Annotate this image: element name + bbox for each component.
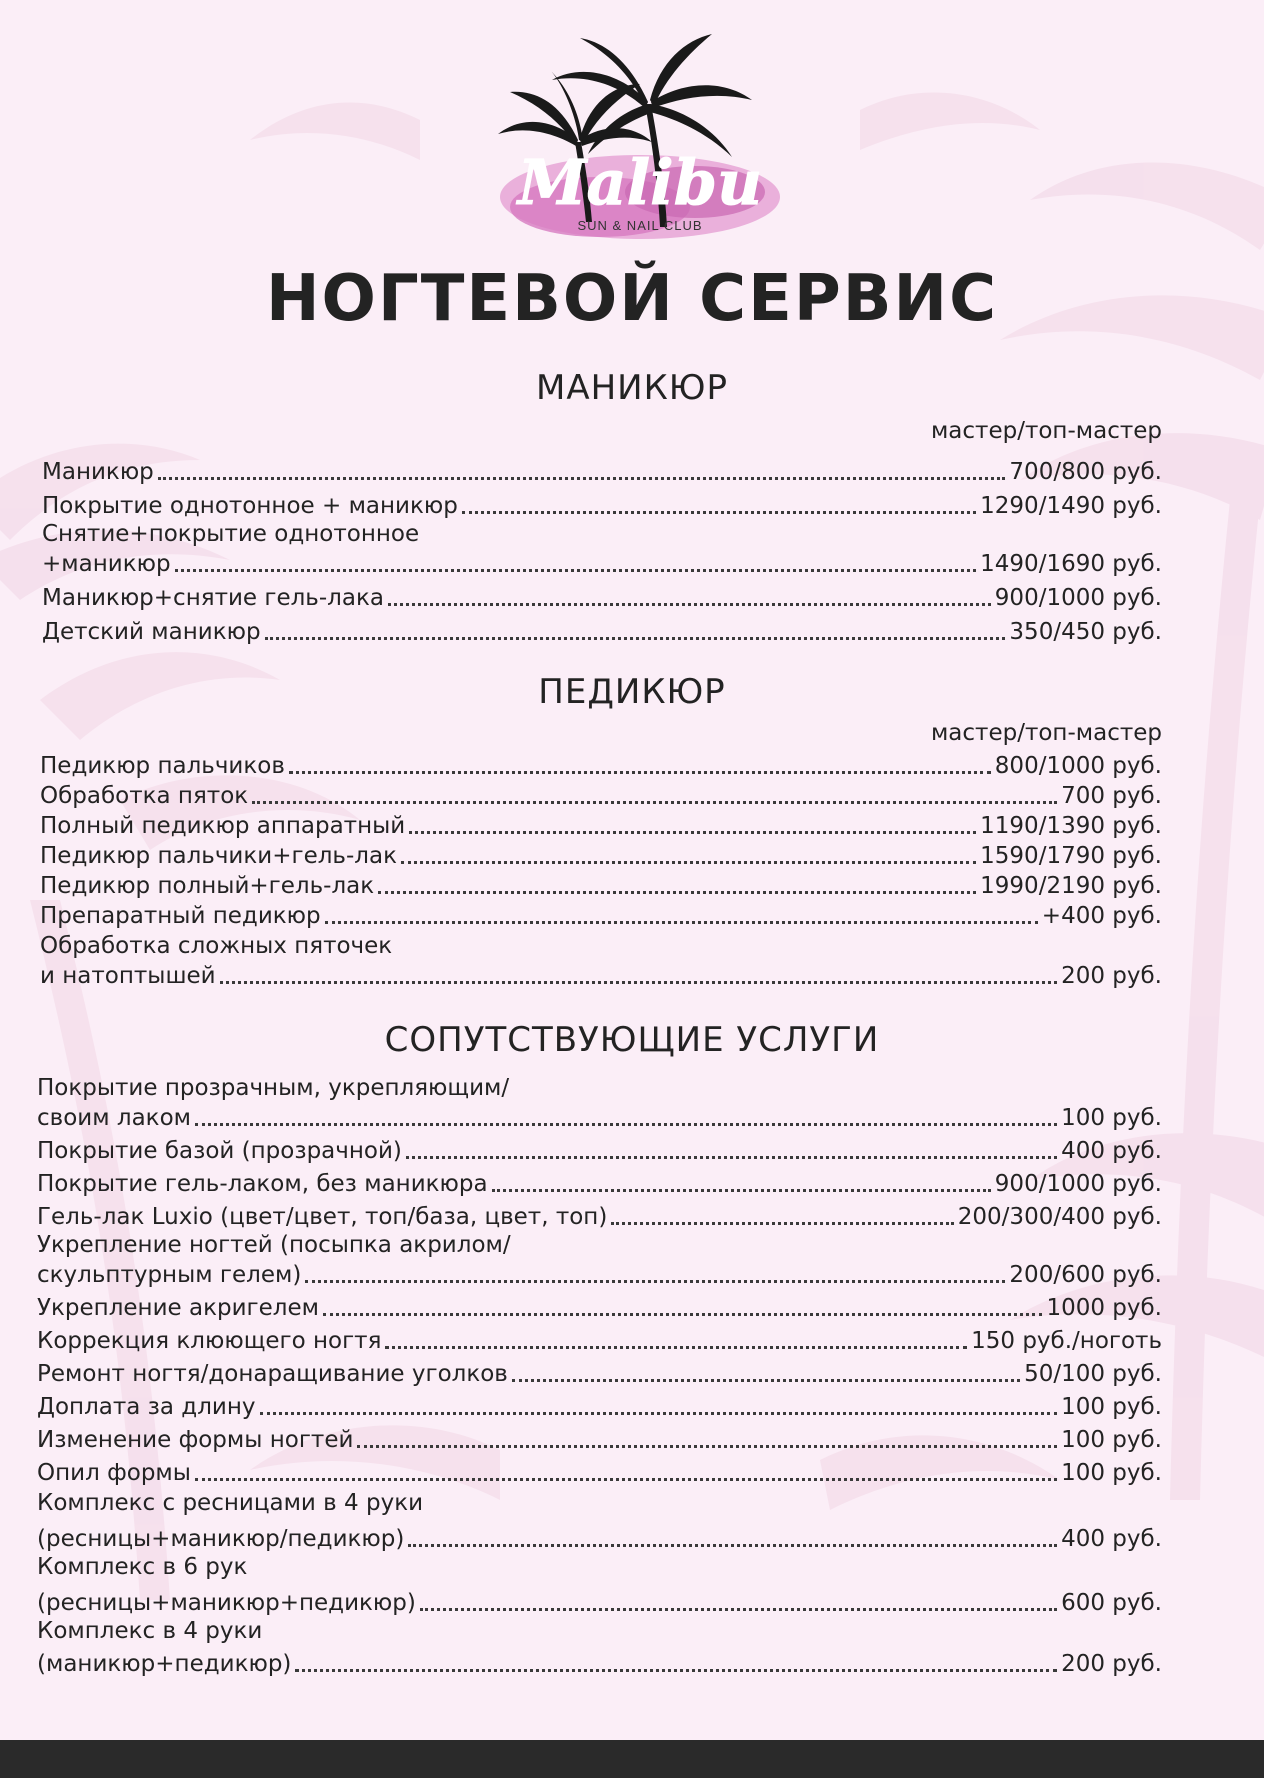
dot-leader <box>195 1123 1057 1126</box>
price-row <box>37 1581 1162 1617</box>
dot-leader <box>252 801 1057 804</box>
service-name: своим лаком <box>37 1105 191 1131</box>
price-row <box>40 870 1162 900</box>
price-row <box>37 1165 1162 1198</box>
service-name-line1: Комплекс в 6 рук <box>37 1554 248 1580</box>
service-name-line1: Комплекс с ресницами в 4 руки <box>37 1490 424 1516</box>
service-price: 900/1000 руб. <box>994 585 1162 611</box>
price-row <box>37 1132 1162 1165</box>
dot-leader <box>260 1412 1058 1415</box>
service-price: 700 руб. <box>1061 783 1162 809</box>
service-price: 50/100 руб. <box>1024 1361 1162 1387</box>
service-name-line1: Покрытие прозрачным, укрепляющим/ <box>37 1075 510 1101</box>
service-name: (маникюр+педикюр) <box>37 1651 292 1677</box>
section-title-pedicure: ПЕДИКЮР <box>538 672 726 712</box>
service-price: 200 руб. <box>1061 963 1162 989</box>
service-name: Маникюр+снятие гель-лака <box>42 585 384 611</box>
price-row <box>37 1322 1162 1355</box>
price-row <box>37 1259 1162 1289</box>
price-row <box>37 1454 1162 1487</box>
service-name: Укрепление акригелем <box>37 1295 319 1321</box>
service-name: (ресницы+маникюр/педикюр) <box>37 1526 405 1552</box>
service-price: 900/1000 руб. <box>994 1171 1162 1197</box>
footer-bar <box>0 1740 1264 1778</box>
dot-leader <box>388 603 991 606</box>
service-price: 350/450 руб. <box>1009 619 1162 645</box>
dot-leader <box>325 921 1038 924</box>
dot-leader <box>175 569 977 572</box>
service-price: 150 руб./ноготь <box>971 1328 1162 1354</box>
malibu-logo <box>480 22 800 252</box>
service-price: 1290/1490 руб. <box>980 493 1162 519</box>
service-name: (ресницы+маникюр+педикюр) <box>37 1590 416 1616</box>
dot-leader <box>289 771 991 774</box>
pedicure-price-list <box>40 750 1162 990</box>
service-name: Покрытие однотонное + маникюр <box>42 493 458 519</box>
service-price: 200/300/400 руб. <box>957 1204 1162 1230</box>
service-price: 100 руб. <box>1061 1460 1162 1486</box>
dot-leader <box>357 1445 1057 1448</box>
dot-leader <box>295 1669 1057 1672</box>
service-price: 1190/1390 руб. <box>980 813 1162 839</box>
dot-leader <box>611 1222 953 1225</box>
extra-services-price-list <box>37 1074 1162 1678</box>
service-name: скульптурным гелем) <box>37 1262 302 1288</box>
service-price: 600 руб. <box>1061 1590 1162 1616</box>
dot-leader <box>265 637 1006 640</box>
dot-leader <box>492 1189 991 1192</box>
dot-leader <box>158 477 1006 480</box>
service-name: +маникюр <box>42 551 171 577</box>
dot-leader <box>195 1478 1057 1481</box>
price-row <box>40 780 1162 810</box>
dot-leader <box>220 981 1057 984</box>
dot-leader <box>408 1544 1057 1547</box>
price-row <box>37 1289 1162 1322</box>
column-header-pedicure: мастер/топ-мастер <box>930 720 1162 746</box>
service-name: Обработка пяток <box>40 783 249 809</box>
price-row <box>37 1645 1162 1678</box>
service-name: Маникюр <box>42 459 154 485</box>
price-row <box>40 750 1162 780</box>
service-name: Педикюр полный+гель-лак <box>40 873 375 899</box>
price-row <box>37 1421 1162 1454</box>
service-name: Педикюр пальчиков <box>40 753 285 779</box>
price-row <box>42 578 1162 612</box>
section-title-manicure: МАНИКЮР <box>536 368 728 408</box>
service-price: 400 руб. <box>1061 1138 1162 1164</box>
service-price: 1000 руб. <box>1046 1295 1162 1321</box>
service-price: 100 руб. <box>1061 1394 1162 1420</box>
price-row <box>37 1198 1162 1231</box>
service-name: Полный педикюр аппаратный <box>40 813 406 839</box>
service-price: +400 руб. <box>1041 903 1162 929</box>
service-price: 800/1000 руб. <box>994 753 1162 779</box>
dot-leader <box>305 1280 1005 1283</box>
service-price: 100 руб. <box>1061 1105 1162 1131</box>
service-price: 700/800 руб. <box>1009 459 1162 485</box>
service-name: Препаратный педикюр <box>40 903 321 929</box>
dot-leader <box>462 511 976 514</box>
service-name: Детский маникюр <box>42 619 261 645</box>
service-name: Покрытие гель-лаком, без маникюра <box>37 1171 488 1197</box>
service-price: 400 руб. <box>1061 1526 1162 1552</box>
service-name: Ремонт ногтя/донаращивание уголков <box>37 1361 508 1387</box>
dot-leader <box>323 1313 1042 1316</box>
price-row <box>37 1517 1162 1553</box>
page-title: НОГТЕВОЙ СЕРВИС <box>265 262 999 336</box>
service-name-line1: Комплекс в 4 руки <box>37 1618 263 1644</box>
price-row <box>42 612 1162 646</box>
service-price: 1490/1690 руб. <box>980 551 1162 577</box>
service-name-line1: Укрепление ногтей (посыпка акрилом/ <box>37 1232 511 1258</box>
dot-leader <box>385 1346 967 1349</box>
service-price: 1990/2190 руб. <box>980 873 1162 899</box>
dot-leader <box>378 891 976 894</box>
price-row <box>40 810 1162 840</box>
dot-leader <box>512 1379 1020 1382</box>
price-row <box>37 1388 1162 1421</box>
service-price: 100 руб. <box>1061 1427 1162 1453</box>
service-price: 1590/1790 руб. <box>980 843 1162 869</box>
column-header-manicure: мастер/топ-мастер <box>930 418 1162 444</box>
price-row <box>37 1102 1162 1132</box>
price-row <box>40 960 1162 990</box>
service-name: Гель-лак Luxio (цвет/цвет, топ/база, цвет, топ) <box>37 1204 608 1230</box>
dot-leader <box>401 861 976 864</box>
service-name: Опил формы <box>37 1460 191 1486</box>
manicure-price-list <box>42 452 1162 646</box>
service-name-line1: Снятие+покрытие однотонное <box>42 521 420 547</box>
service-name: Педикюр пальчики+гель-лак <box>40 843 397 869</box>
service-name: Изменение формы ногтей <box>37 1427 354 1453</box>
brand-tagline: SUN & NAIL CLUB <box>577 218 703 233</box>
price-row <box>42 486 1162 520</box>
dot-leader <box>406 1156 1057 1159</box>
service-name: Коррекция клюющего ногтя <box>37 1328 382 1354</box>
price-row <box>37 1355 1162 1388</box>
service-name: и натоптышей <box>40 963 216 989</box>
service-name: Покрытие базой (прозрачной) <box>37 1138 402 1164</box>
service-name: Доплата за длину <box>37 1394 256 1420</box>
service-price: 200/600 руб. <box>1009 1262 1162 1288</box>
brand-name: Malibu <box>517 146 763 219</box>
price-row <box>42 548 1162 578</box>
price-row <box>40 900 1162 930</box>
dot-leader <box>409 831 976 834</box>
dot-leader <box>420 1608 1057 1611</box>
section-title-extra-services: СОПУТСТВУЮЩИЕ УСЛУГИ <box>384 1020 880 1060</box>
service-price: 200 руб. <box>1061 1651 1162 1677</box>
price-row <box>42 452 1162 486</box>
service-name-line1: Обработка сложных пяточек <box>40 933 393 959</box>
price-row <box>40 840 1162 870</box>
